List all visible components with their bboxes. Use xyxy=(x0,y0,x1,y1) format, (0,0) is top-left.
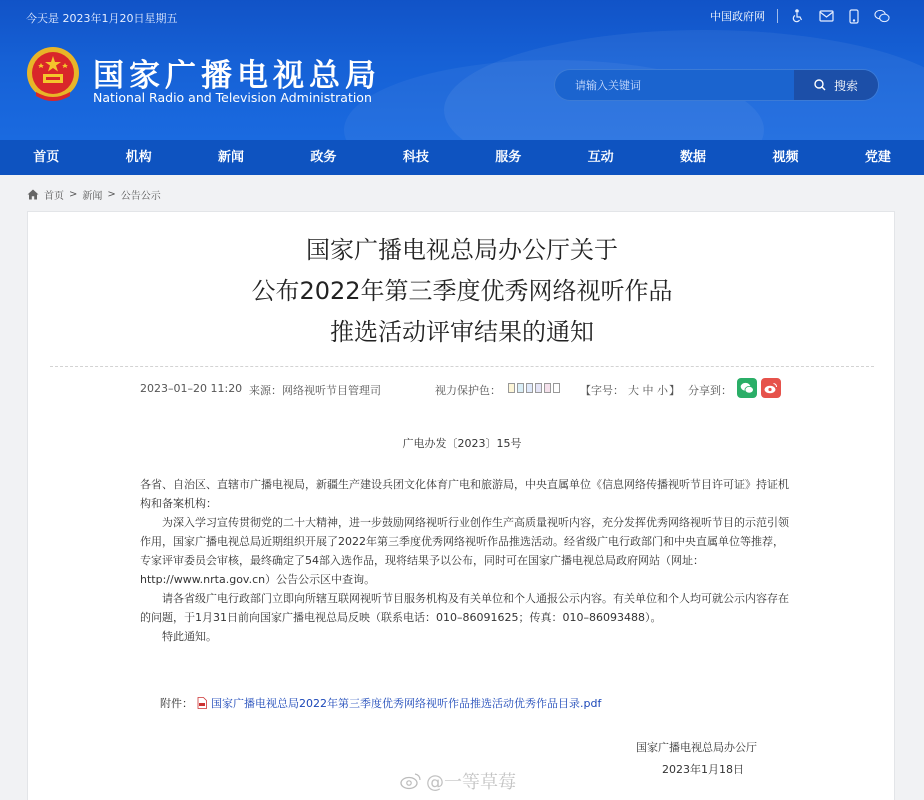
site-name-cn[interactable]: 国家广播电视总局 xyxy=(93,58,381,94)
weibo-icon xyxy=(400,772,422,790)
paragraph: 为深入学习宣传贯彻党的二十大精神，进一步鼓励网络视听行业创作生产高质量视听内容，充分发挥优秀网络视听节目的示范引领作用，国家广播电视总局近期组织开展了2022年第三季度优秀网络视听作品推选活动。经省级广电行政部门和中央直属单位等推荐，专家评审委员会审核，最终确定了54部入选作品，现将结果予以公布，同时可在国家广播电视总局政府网站（网址：http://www.nrta.gov.cn）公告公示区中查询。 xyxy=(140,516,789,586)
nav-item-video[interactable]: 视频 xyxy=(772,150,799,165)
nav-item-party-building[interactable]: 党建 xyxy=(864,150,891,165)
eye-protection-colors xyxy=(508,383,560,393)
pdf-icon xyxy=(197,697,207,709)
topbar-links xyxy=(710,8,890,24)
font-size-label: 【字号： xyxy=(580,384,624,397)
nav-item-news[interactable]: 新闻 xyxy=(218,150,245,165)
attachment-link[interactable]: 国家广播电视总局2022年第三季度优秀网络视听作品推选活动优秀作品目录.pdf xyxy=(211,697,602,710)
site-name-en: National Radio and Television Administration xyxy=(93,90,372,105)
breadcrumb xyxy=(27,187,161,202)
accessibility-icon[interactable] xyxy=(790,8,806,24)
breadcrumb-current[interactable]: 公告公示 xyxy=(120,191,161,202)
main-nav xyxy=(0,140,924,175)
color-swatch[interactable] xyxy=(517,383,524,393)
color-swatch[interactable] xyxy=(544,383,551,393)
wechat-icon[interactable] xyxy=(874,8,890,24)
nav-item-data[interactable]: 数据 xyxy=(680,150,707,165)
paragraph: 特此通知。 xyxy=(162,630,217,643)
site-header xyxy=(0,0,924,140)
article-card xyxy=(27,211,895,800)
publish-date: 2023–01–20 11:20 xyxy=(140,382,243,395)
search-icon xyxy=(814,79,826,91)
article-body xyxy=(140,475,790,646)
title-line: 国家广播电视总局办公厅关于 xyxy=(306,236,618,264)
divider xyxy=(777,9,778,23)
mail-icon[interactable] xyxy=(818,8,834,24)
nav-item-organization[interactable]: 机构 xyxy=(125,150,152,165)
mobile-icon[interactable] xyxy=(846,8,862,24)
font-size-bracket: 】 xyxy=(669,384,680,397)
watermark-text: @一等草莓 xyxy=(426,772,516,793)
breadcrumb-separator: > xyxy=(69,189,78,200)
color-swatch[interactable] xyxy=(508,383,515,393)
current-date: 今天是 2023年1月20日星期五 xyxy=(26,12,178,25)
home-icon xyxy=(27,189,39,200)
color-swatch[interactable] xyxy=(553,383,560,393)
search-button[interactable] xyxy=(794,70,878,100)
weibo-icon[interactable] xyxy=(761,378,781,398)
wechat-icon[interactable] xyxy=(737,378,757,398)
breadcrumb-news[interactable]: 新闻 xyxy=(82,191,103,202)
attachment-label: 附件： xyxy=(160,697,193,710)
issue-date: 2023年1月18日 xyxy=(662,763,744,776)
search-bar xyxy=(554,69,879,101)
paragraph: 各省、自治区、直辖市广播电视局，新疆生产建设兵团文化体育广电和旅游局，中央直属单位《信息网络传播视听节目许可证》持证机构和备案机构： xyxy=(140,478,789,510)
document-number: 广电办发〔2023〕15号 xyxy=(402,437,522,450)
gov-portal-link[interactable]: 中国政府网 xyxy=(710,10,765,23)
title-line: 公布2022年第三季度优秀网络视听作品 xyxy=(251,277,673,305)
search-input[interactable] xyxy=(555,70,794,100)
eye-protection-label: 视力保护色： xyxy=(435,384,501,397)
search-button-label: 搜索 xyxy=(833,78,858,93)
nav-item-government-affairs[interactable]: 政务 xyxy=(310,150,337,165)
watermark xyxy=(400,768,516,794)
nav-item-interaction[interactable]: 互动 xyxy=(587,150,614,165)
title-line: 推选活动评审结果的通知 xyxy=(330,318,594,346)
attachment xyxy=(160,695,601,711)
paragraph: 请各省级广电行政部门立即向所辖互联网视听节目服务机构及有关单位和个人通报公示内容。有关单位和个人均可就公示内容存在的问题，于1月31日前向国家广播电视总局反映（联系电话：010–86091625；传真：010–86093488）。 xyxy=(140,592,789,624)
share-label: 分享到： xyxy=(688,384,732,397)
article-source: 来源：网络视听节目管理司 xyxy=(249,384,381,397)
article-title xyxy=(28,230,896,353)
nav-item-home[interactable]: 首页 xyxy=(33,150,60,165)
breadcrumb-home[interactable]: 首页 xyxy=(44,191,64,202)
color-swatch[interactable] xyxy=(535,383,542,393)
font-size-options[interactable]: 大 中 小 xyxy=(628,384,668,397)
breadcrumb-separator: > xyxy=(107,189,116,200)
issuing-office: 国家广播电视总局办公厅 xyxy=(636,741,757,754)
color-swatch[interactable] xyxy=(526,383,533,393)
divider xyxy=(50,366,874,367)
national-emblem-icon xyxy=(26,46,80,104)
nav-item-services[interactable]: 服务 xyxy=(495,150,522,165)
nav-item-technology[interactable]: 科技 xyxy=(402,150,429,165)
